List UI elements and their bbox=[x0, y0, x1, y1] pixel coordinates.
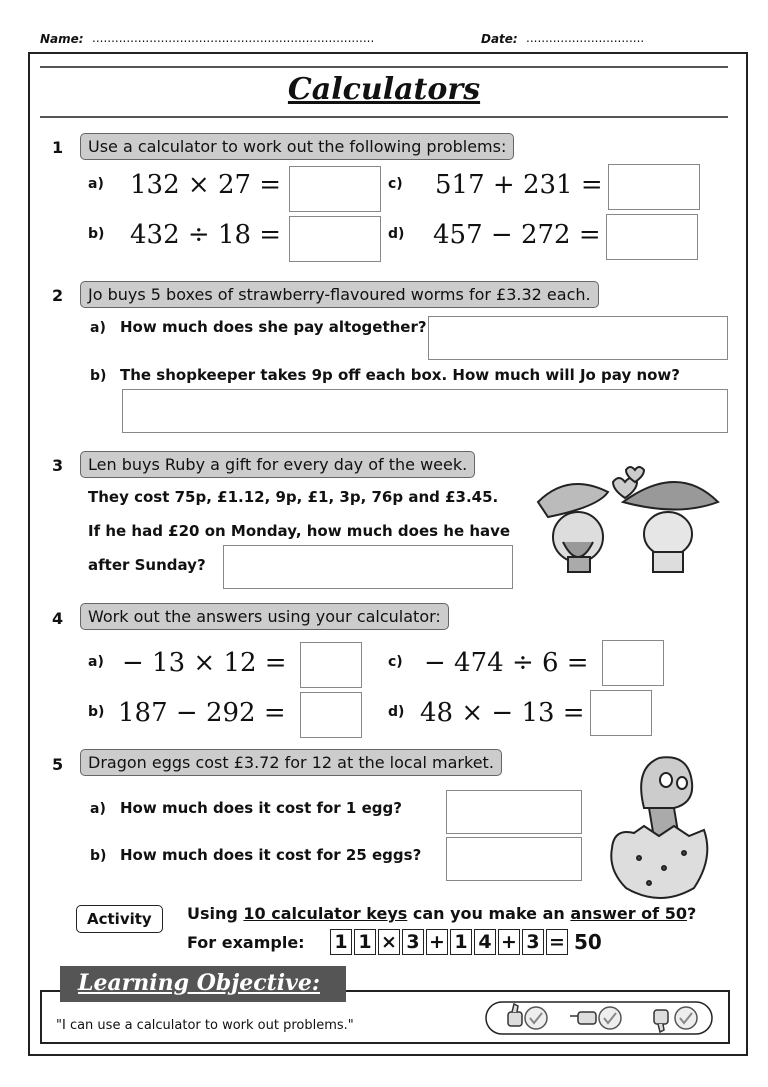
gnome-illustration bbox=[528, 462, 724, 574]
calculator-key: + bbox=[498, 929, 520, 955]
part-label: b) bbox=[90, 848, 107, 864]
calculator-key: 1 bbox=[330, 929, 352, 955]
equation: 457 − 272 = bbox=[433, 220, 601, 250]
question-number: 2 bbox=[52, 286, 64, 305]
sub-question: How much does it cost for 1 egg? bbox=[120, 799, 402, 817]
question-4-prompt: Work out the answers using your calculator: bbox=[80, 603, 449, 630]
question-text: They cost 75p, £1.12, 9p, £1, 3p, 76p and £3.45. bbox=[88, 488, 499, 506]
sub-question: How much does she pay altogether? bbox=[120, 318, 427, 336]
divider bbox=[40, 116, 728, 118]
answer-box[interactable] bbox=[590, 690, 652, 736]
answer-box[interactable] bbox=[289, 216, 381, 262]
example-result: 50 bbox=[574, 930, 602, 954]
date-label: Date: bbox=[481, 32, 518, 46]
part-label: a) bbox=[90, 320, 106, 336]
answer-box[interactable] bbox=[300, 692, 362, 738]
answer-box[interactable] bbox=[446, 790, 582, 834]
question-1-prompt: Use a calculator to work out the following problems: bbox=[80, 133, 514, 160]
part-label: d) bbox=[388, 226, 405, 242]
part-label: c) bbox=[388, 654, 403, 670]
calculator-key: 4 bbox=[474, 929, 496, 955]
calculator-key: = bbox=[546, 929, 568, 955]
objective-text: "I can use a calculator to work out problems." bbox=[56, 1018, 354, 1033]
dragon-egg-illustration bbox=[604, 748, 716, 900]
question-text: after Sunday? bbox=[88, 556, 206, 574]
question-2-prompt: Jo buys 5 boxes of strawberry-flavoured worms for £3.32 each. bbox=[80, 281, 599, 308]
equation: 187 − 292 = bbox=[118, 698, 286, 728]
equation: 432 ÷ 18 = bbox=[130, 220, 282, 250]
name-label: Name: bbox=[40, 32, 84, 46]
answer-box[interactable] bbox=[428, 316, 728, 360]
question-number: 1 bbox=[52, 138, 64, 157]
question-number: 3 bbox=[52, 456, 64, 475]
tick-circle-icon bbox=[675, 1007, 697, 1029]
tick-circle-icon bbox=[525, 1007, 547, 1029]
part-label: a) bbox=[90, 801, 106, 817]
divider bbox=[40, 66, 728, 68]
equation: 517 + 231 = bbox=[435, 170, 603, 200]
part-label: d) bbox=[388, 704, 405, 720]
activity-label: Activity bbox=[76, 905, 163, 933]
calculator-key: 1 bbox=[450, 929, 472, 955]
equation: 48 × − 13 = bbox=[420, 698, 585, 728]
answer-box[interactable] bbox=[289, 166, 381, 212]
date-line[interactable]: ............................... bbox=[526, 31, 645, 45]
question-number: 5 bbox=[52, 755, 64, 774]
question-5-prompt: Dragon eggs cost £3.72 for 12 at the local market. bbox=[80, 749, 502, 776]
sub-question: The shopkeeper takes 9p off each box. How much will Jo pay now? bbox=[120, 366, 680, 384]
objective-title: Learning Objective: bbox=[78, 970, 321, 996]
activity-prompt: Using 10 calculator keys can you make an answer of 50? bbox=[187, 904, 697, 923]
calculator-key: 3 bbox=[402, 929, 424, 955]
calculator-key: × bbox=[378, 929, 400, 955]
answer-box[interactable] bbox=[223, 545, 513, 589]
answer-box[interactable] bbox=[608, 164, 700, 210]
part-label: b) bbox=[90, 368, 107, 384]
calculator-key: + bbox=[426, 929, 448, 955]
answer-box[interactable] bbox=[606, 214, 698, 260]
part-label: a) bbox=[88, 176, 104, 192]
equation: 132 × 27 = bbox=[130, 170, 282, 200]
answer-box[interactable] bbox=[300, 642, 362, 688]
calculator-key: 3 bbox=[522, 929, 544, 955]
calculator-keys bbox=[330, 929, 602, 955]
equation: − 474 ÷ 6 = bbox=[424, 648, 589, 678]
part-label: c) bbox=[388, 176, 403, 192]
calculator-key: 1 bbox=[354, 929, 376, 955]
part-label: a) bbox=[88, 654, 104, 670]
answer-box[interactable] bbox=[602, 640, 664, 686]
sub-question: How much does it cost for 25 eggs? bbox=[120, 846, 422, 864]
name-line[interactable]: .......................................................................... bbox=[92, 31, 375, 45]
part-label: b) bbox=[88, 704, 105, 720]
tick-circle-icon bbox=[599, 1007, 621, 1029]
self-assessment-icons bbox=[484, 996, 716, 1038]
answer-box[interactable] bbox=[446, 837, 582, 881]
answer-box[interactable] bbox=[122, 389, 728, 433]
equation: − 13 × 12 = bbox=[122, 648, 287, 678]
question-3-prompt: Len buys Ruby a gift for every day of the week. bbox=[80, 451, 475, 478]
question-number: 4 bbox=[52, 609, 64, 628]
part-label: b) bbox=[88, 226, 105, 242]
question-text: If he had £20 on Monday, how much does he have bbox=[88, 522, 511, 540]
page-title: Calculators bbox=[287, 72, 481, 107]
example-label: For example: bbox=[187, 933, 305, 952]
